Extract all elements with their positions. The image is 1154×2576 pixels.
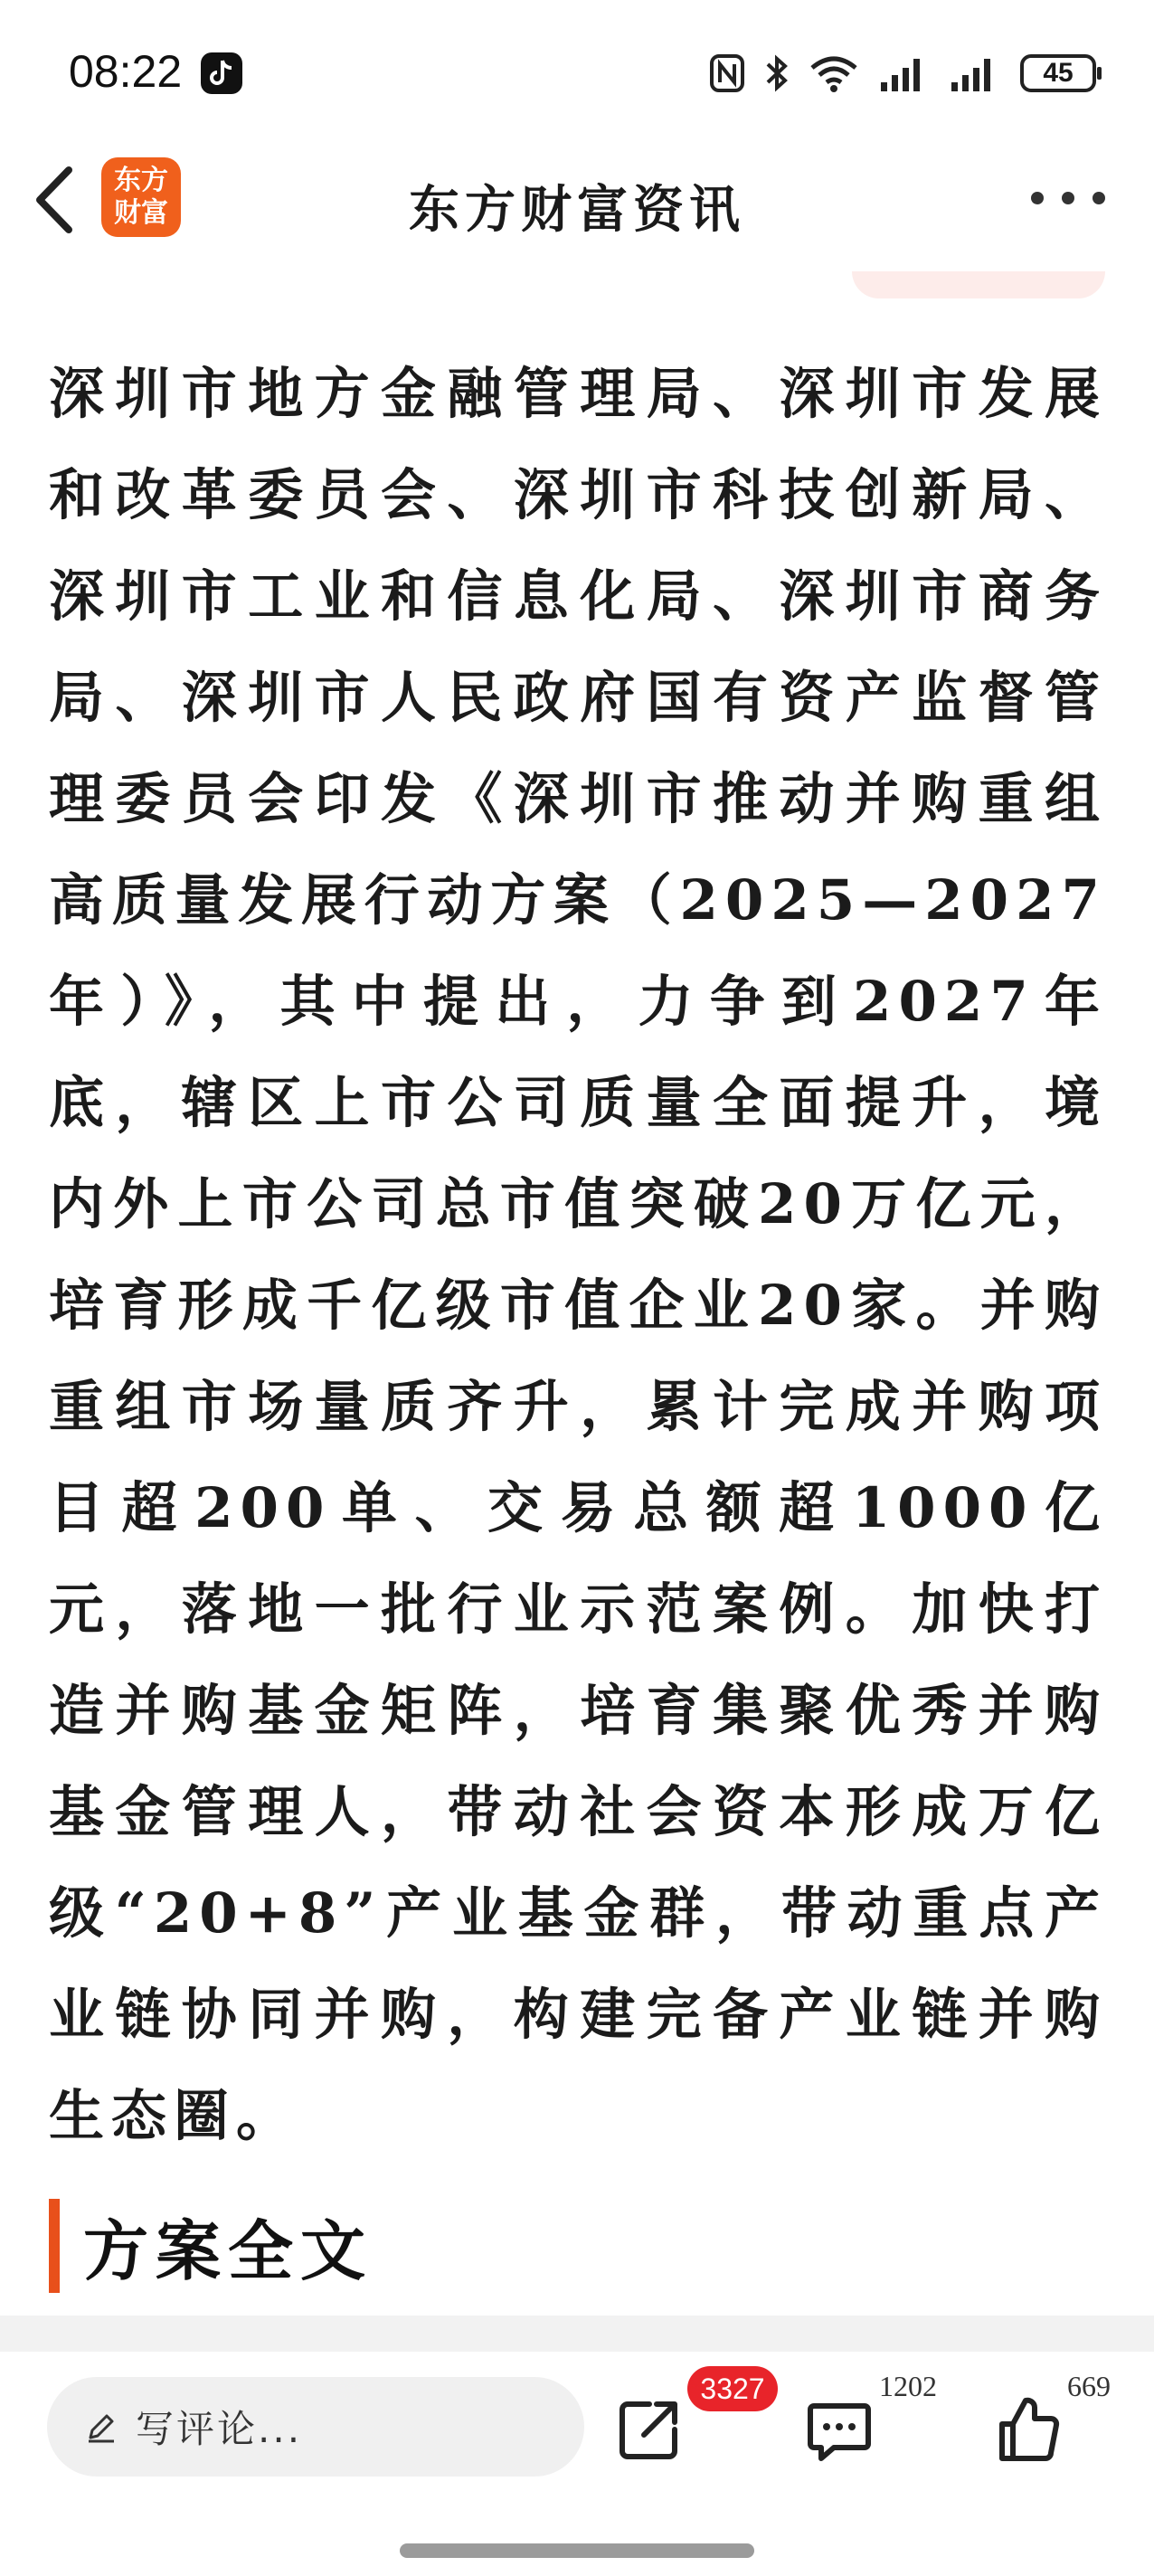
more-icon[interactable]	[1031, 192, 1105, 204]
share-icon	[613, 2393, 686, 2466]
comment-icon	[803, 2393, 875, 2466]
battery-level: 45	[1043, 58, 1074, 88]
logo-line2: 财富	[114, 197, 168, 229]
signal-icon	[950, 53, 1000, 93]
status-time: 08:22	[69, 46, 183, 97]
like-button[interactable]	[993, 2393, 1065, 2466]
share-button[interactable]	[613, 2393, 686, 2466]
logo-line1: 东方	[114, 165, 168, 196]
battery-icon	[1020, 54, 1096, 92]
bluetooth-icon	[765, 53, 789, 93]
app-header	[0, 145, 1154, 253]
tiktok-icon	[201, 52, 242, 94]
section-title: 方案全文	[83, 2212, 374, 2289]
top-banner-edge	[852, 271, 1105, 298]
pencil-icon	[83, 2409, 119, 2445]
bottom-action-bar	[0, 2352, 1154, 2576]
comment-placeholder: 写评论...	[136, 2407, 303, 2451]
comment-count: 1202	[879, 2370, 937, 2402]
article-body: 深圳市地方金融管理局、深圳市发展和改革委员会、深圳市科技创新局、深圳市工业和信息化局、深圳市商务局、深圳市人民政府国有资产监督管理委员会印发《深圳市推动并购重组高质量发展行动方案（2025—2027年）》，其中提出，力争到2027年底，辖区上市公司质量全面提升，境内外上市公司总市值突破20万亿元，培育形成千亿级市值企业20家。并购重组市场量质齐升，累计完成并购项目超200单、交易总额超1000亿元，落地一批行业示范案例。加快打造并购基金矩阵，培育集聚优秀并购基金管理人，带动社会资本形成万亿级“20+8”产业基金群，带动重点产业链协同并购，构建完备产业链并购生态圈。	[49, 362, 1107, 2148]
page-title: 东方财富资讯	[409, 180, 745, 240]
thumbs-up-icon	[993, 2393, 1065, 2466]
signal-icon	[879, 53, 930, 93]
section-header	[49, 2196, 373, 2296]
nfc-icon	[709, 53, 745, 93]
content-divider	[0, 2316, 1154, 2352]
like-count: 669	[1067, 2370, 1111, 2402]
status-icons	[709, 51, 1096, 96]
share-count-badge: 3327	[687, 2366, 778, 2411]
comments-button[interactable]	[803, 2393, 875, 2466]
section-accent-bar	[49, 2199, 60, 2293]
home-indicator[interactable]	[400, 2543, 754, 2558]
status-bar	[0, 0, 1154, 145]
comment-input[interactable]	[47, 2377, 584, 2477]
wifi-icon	[809, 53, 859, 93]
